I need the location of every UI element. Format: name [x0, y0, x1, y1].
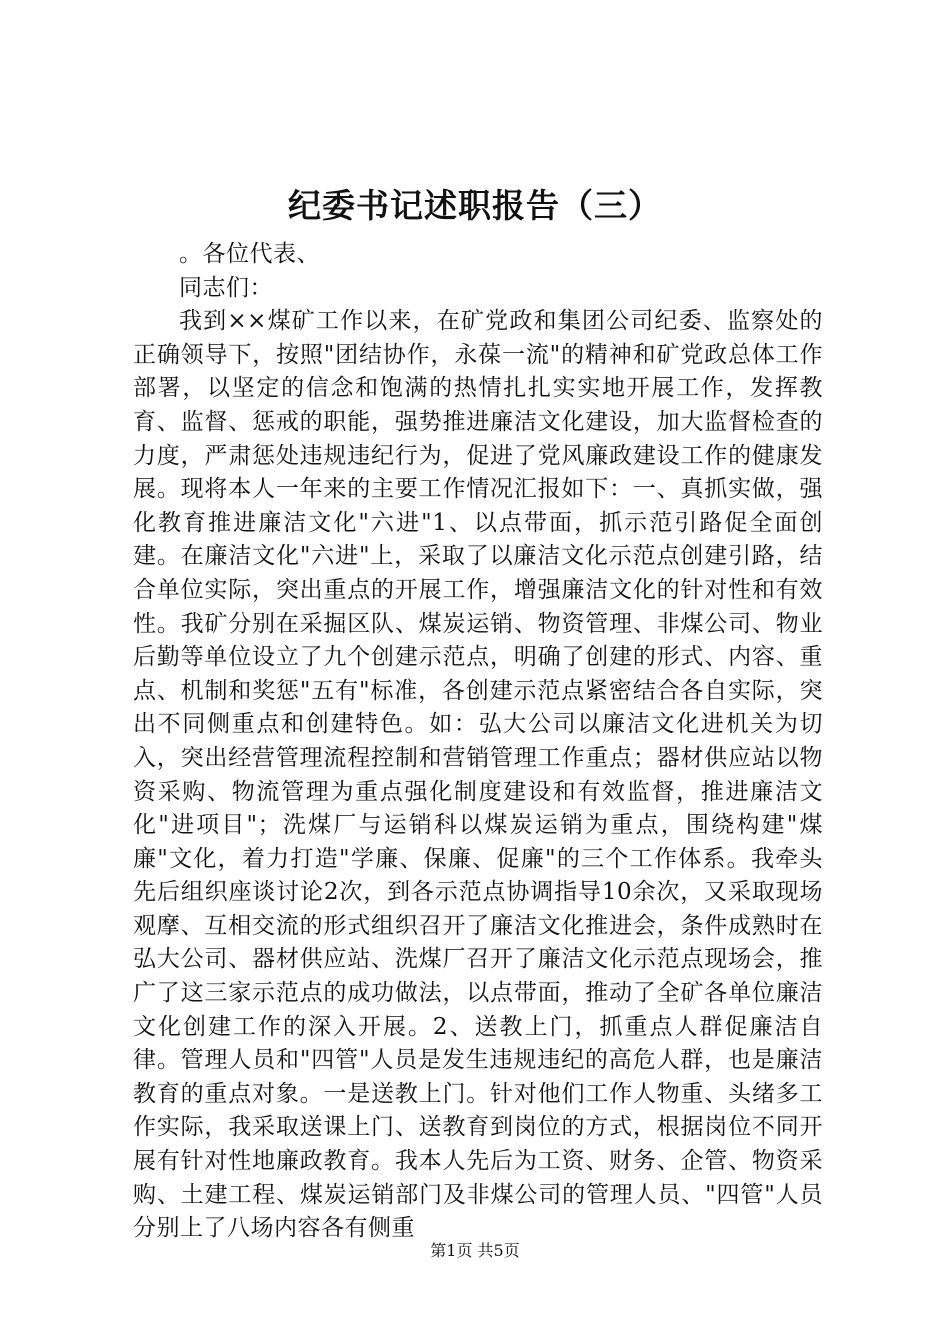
- page-number-footer: 第1页 共5页: [430, 1241, 520, 1260]
- document-body: [133, 238, 823, 1246]
- salutation-line-2: 同志们：: [179, 274, 273, 301]
- salutation-line-1: 。各位代表、: [179, 241, 320, 267]
- document-title: 纪委书记述职报告（三）: [288, 186, 662, 225]
- body-paragraph: 我到××煤矿工作以来，在矿党政和集团公司纪委、监察处的正确领导下，按照"团结协作，永葆一流"的精神和矿党政总体工作部署，以坚定的信念和饱满的热情扎扎实实地开展工作，发挥教育、监督、惩戒的职能，强势推进廉洁文化建设，加大监督检查的力度，严肃惩处违规违纪行为，促进了党风廉政建设工作的健康发展。现将本人一年来的主要工作情况汇报如下：一、真抓实做，强化教育推进廉洁文化"六进"1、以点带面，抓示范引路促全面创建。在廉洁文化"六进"上，采取了以廉洁文化示范点创建引路，结合单位实际，突出重点的开展工作，增强廉洁文化的针对性和有效性。我矿分别在采掘区队、煤炭运销、物资管理、非煤公司、物业后勤等单位设立了九个创建示范点，明确了创建的形式、内容、重点、机制和奖惩"五有"标准，各创建示范点紧密结合各自实际，突出不同侧重点和创建特色。如：弘大公司以廉洁文化进机关为切入，突出经营管理流程控制和营销管理工作重点；器材供应站以物资采购、物流管理为重点强化制度建设和有效监督，推进廉洁文化"进项目"；洗煤厂与运销科以煤炭运销为重点，围绕构建"煤廉"文化，着力打造"学廉、保廉、促廉"的三个工作体系。我牵头先后组织座谈讨论2次，到各示范点协调指导10余次，又采取现场观摩、互相交流的形式组织召开了廉洁文化推进会，条件成熟时在弘大公司、器材供应站、洗煤厂召开了廉洁文化示范点现场会，推广了这三家示范点的成功做法，以点带面，推动了全矿各单位廉洁文化创建工作的深入开展。2、送教上门，抓重点人群促廉洁自律。管理人员和"四管"人员是发生违规违纪的高危人群，也是廉洁教育的重点对象。一是送教上门。针对他们工作人物重、头绪多工作实际，我采取送课上门、送教育到岗位的方式，根据岗位不同开展有针对性地廉政教育。我本人先后为工资、财务、企管、物资采购、土建工程、煤炭运销部门及非煤公司的管理人员、"四管"人员分别上了八场内容各有侧重: [133, 308, 823, 1242]
